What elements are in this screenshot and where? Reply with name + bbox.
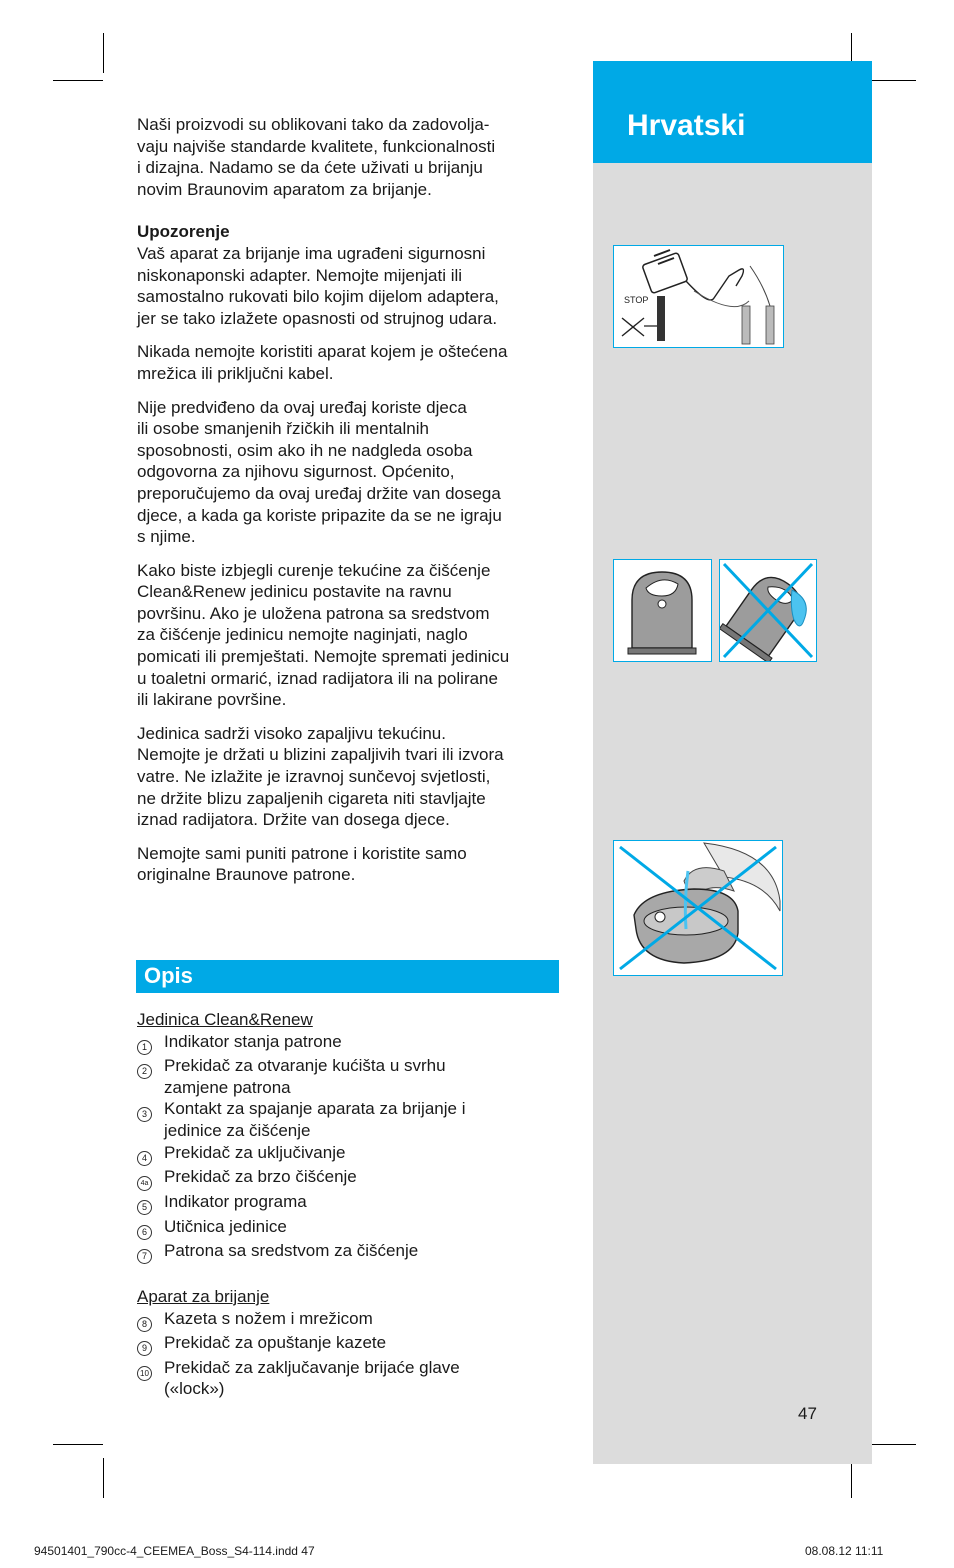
section-header-opis: [136, 960, 559, 993]
list-item: [137, 1357, 567, 1400]
item-text: Indikator programa: [164, 1192, 307, 1212]
unit-tilted-figure: [719, 559, 817, 662]
crop-mark: [866, 80, 916, 81]
list-item: [137, 1031, 567, 1056]
item-text: Patrona sa sredstvom za čišćenje: [164, 1241, 419, 1261]
list-item: [137, 1055, 567, 1098]
item-text: Prekidač za brzo čišćenje: [164, 1167, 357, 1187]
warning-paragraph: Nije predviđeno da ovaj uređaj koriste djeca ili osobe smanjenih řzičkih ili mentalnih sposobnosti, osim ako ih ne nadgleda osoba odgovorna za njihovu sigurnost. Općenito, preporučujemo da ovaj uređaj držite van dosega djece, a kada ga koriste pripazite da se ne igraju s njime.: [137, 397, 502, 547]
unit-tilted-illustration: [720, 560, 816, 661]
unit-heading: Jedinica Clean&Renew: [137, 1010, 313, 1029]
warning-title: Upozorenje: [137, 222, 230, 242]
unit-upright-illustration: [614, 560, 711, 661]
warning-paragraph: Jedinica sadrži visoko zapaljivu tekućinu. Nemojte je držati u blizini zapaljivih tvari ili izvora vatre. Ne izlažite je izravnoj sunčevoj svjetlosti, ne držite blizu zapaljenih cigareta niti stavljajte iznad radijatora. Držite van dosega djece.: [137, 723, 504, 830]
refill-warning-figure: [613, 840, 783, 976]
item-text: Prekidač za otvaranje kućišta u svrhu zamjene patrona: [164, 1056, 446, 1097]
page-number: 47: [798, 1404, 817, 1423]
stop-label: STOP: [624, 295, 649, 305]
item-text: Prekidač za opuštanje kazete: [164, 1333, 387, 1353]
item-text: Prekidač za uključivanje: [164, 1142, 346, 1162]
item-text: Kontakt za spajanje aparata za brijanje i jedinice za čišćenje: [164, 1099, 466, 1140]
crop-mark: [53, 1444, 103, 1445]
item-text: Kazeta s nožem i mrežicom: [164, 1308, 373, 1328]
list-item: [137, 1240, 567, 1265]
warning-paragraph: Kako biste izbjegli curenje tekućine za čišćenje Clean&Renew jedinicu postavite na ravnu površinu. Ako je uložena patrona sa sredstvom za čišćenje jedinicu nemojte naginjati, naglo pomicati ili premještati. Nemojte spremati jedinicu u toaletni ormarić, iznad radijatora ili na polirane ili lakirane površine.: [137, 560, 510, 710]
main-text: [137, 114, 567, 898]
warning-paragraph: Vaš aparat za brijanje ima ugrađeni sigurnosni niskonaponski adapter. Nemojte mijenjati ili samostalno rukovati bilo kojim dijelom adaptera, jer se tako izlažete opasnosti od strujnog udara.: [137, 243, 499, 328]
list-item: [137, 1166, 567, 1191]
list-item: [137, 1216, 567, 1241]
item-number: 6: [137, 1225, 152, 1240]
section-title: Opis: [144, 963, 193, 988]
item-number: 8: [137, 1317, 152, 1332]
crop-mark: [851, 1458, 852, 1498]
item-number: 2: [137, 1064, 152, 1079]
refill-illustration: [614, 841, 782, 975]
item-number: 5: [137, 1200, 152, 1215]
item-number: 7: [137, 1249, 152, 1264]
language-header: [593, 61, 872, 163]
item-text: Indikator stanja patrone: [164, 1031, 342, 1051]
list-item: [137, 1308, 567, 1333]
crop-mark: [103, 1458, 104, 1498]
warning-paragraph: Nikada nemojte koristiti aparat kojem je oštećena mrežica ili priključni kabel.: [137, 342, 508, 383]
footer-date: 08.08.12 11:11: [805, 1544, 884, 1558]
intro-paragraph: Naši proizvodi su oblikovani tako da zadovolja- vaju najviše standarde kvalitete, funkcionalnosti i dizajna. Nadamo se da ćete uživati u brijanju novim Braunovim aparatom za brijanje.: [137, 115, 496, 199]
item-text: Prekidač za zaključavanje brijaće glave («lock»): [164, 1357, 460, 1399]
list-item: [137, 1142, 567, 1167]
list-item: [137, 1332, 567, 1357]
warning-paragraph: Nemojte sami puniti patrone i koristite samo originalne Braunove patrone.: [137, 843, 467, 885]
item-number: 3: [137, 1107, 152, 1122]
item-number: 4a: [137, 1176, 152, 1191]
crop-mark: [53, 80, 103, 81]
language-title: Hrvatski: [627, 109, 746, 142]
parts-list: [137, 1009, 567, 1400]
item-number: 1: [137, 1040, 152, 1055]
adapter-illustration: [614, 246, 783, 347]
item-number: 4: [137, 1151, 152, 1166]
adapter-warning-figure: [613, 245, 784, 348]
crop-mark: [866, 1444, 916, 1445]
footer-file: 94501401_790cc-4_CEEMEA_Boss_S4-114.indd 47: [34, 1544, 315, 1558]
shaver-heading: Aparat za brijanje: [137, 1286, 270, 1306]
list-item: [137, 1098, 567, 1141]
crop-mark: [103, 33, 104, 73]
item-text: Utičnica jedinice: [164, 1216, 287, 1236]
unit-upright-figure: [613, 559, 712, 662]
item-number: 10: [137, 1366, 152, 1381]
item-number: 9: [137, 1341, 152, 1356]
list-item: [137, 1191, 567, 1216]
